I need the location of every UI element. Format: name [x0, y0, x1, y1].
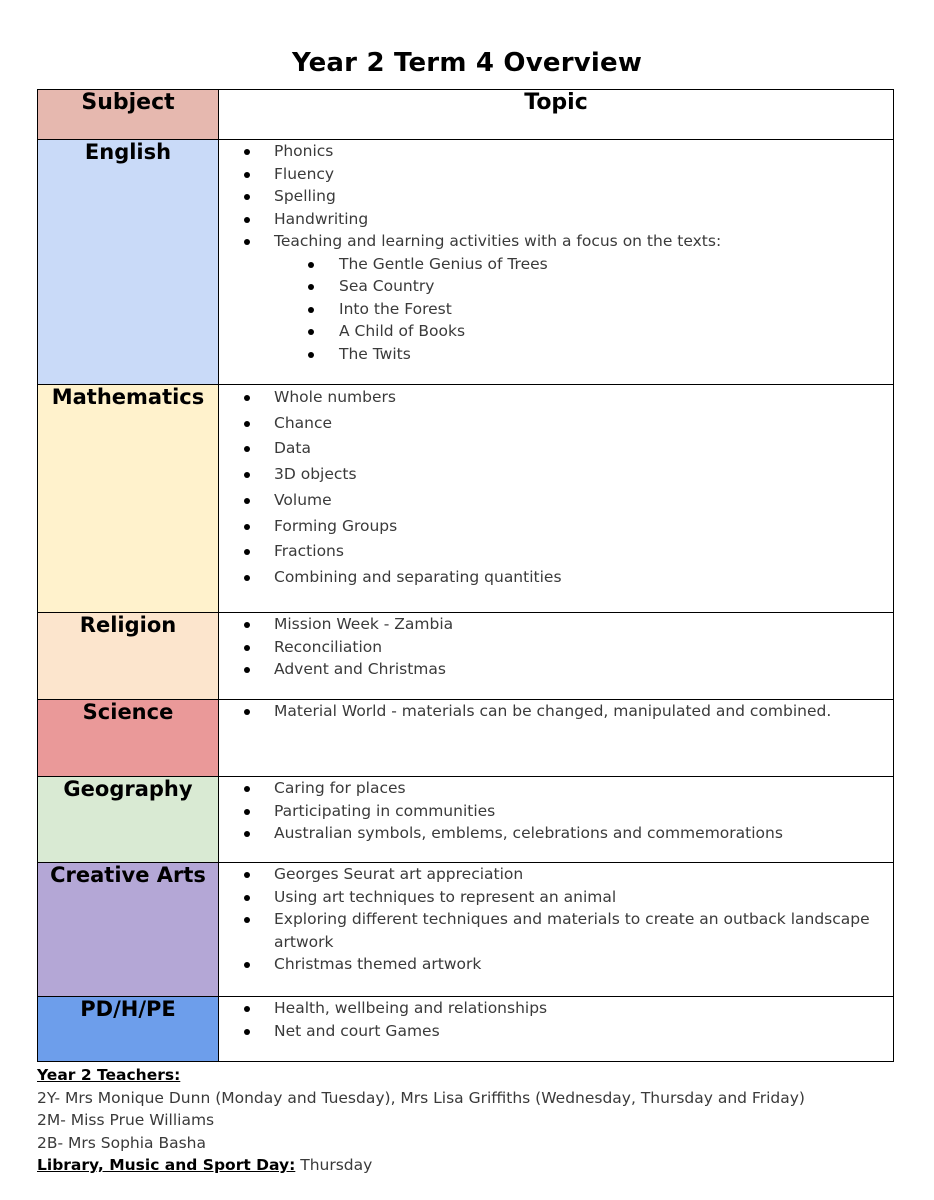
- list-item: Teaching and learning activities with a focus on the texts:: [219, 230, 893, 253]
- topic-list: [219, 997, 893, 1042]
- topic-list: [219, 863, 893, 976]
- list-item: Australian symbols, emblems, celebrations and commemorations: [219, 822, 893, 845]
- list-item: Into the Forest: [219, 298, 893, 321]
- list-item: Fluency: [219, 163, 893, 186]
- row-english: [38, 140, 894, 385]
- subject-cell: PD/H/PE: [38, 997, 219, 1062]
- header-topic: Topic: [219, 90, 894, 140]
- row-pdhpe: [38, 997, 894, 1062]
- list-item: Christmas themed artwork: [219, 953, 893, 976]
- topic-cell: [219, 863, 894, 997]
- list-item: Net and court Games: [219, 1020, 893, 1043]
- list-item: Advent and Christmas: [219, 658, 893, 681]
- list-item: Combining and separating quantities: [219, 565, 893, 591]
- list-item: Data: [219, 436, 893, 462]
- list-item: Caring for places: [219, 777, 893, 800]
- footer-notes: [37, 1064, 917, 1177]
- list-item: Phonics: [219, 140, 893, 163]
- subject-cell: Mathematics: [38, 385, 219, 613]
- topic-cell: [219, 997, 894, 1062]
- topic-cell: [219, 613, 894, 700]
- list-item: Using art techniques to represent an animal: [219, 886, 893, 909]
- row-geography: [38, 777, 894, 863]
- list-item: 3D objects: [219, 462, 893, 488]
- topic-list: [219, 613, 893, 681]
- topic-cell: [219, 140, 894, 385]
- row-creative-arts: [38, 863, 894, 997]
- day-label: Library, Music and Sport Day:: [37, 1156, 296, 1174]
- list-item: Material World - materials can be changed, manipulated and combined.: [219, 700, 833, 723]
- subject-cell: Science: [38, 700, 219, 777]
- header-subject: Subject: [38, 90, 219, 140]
- subject-cell: English: [38, 140, 219, 385]
- list-item: Spelling: [219, 185, 893, 208]
- teacher-line: 2B- Mrs Sophia Basha: [37, 1133, 207, 1152]
- list-item: Whole numbers: [219, 385, 893, 411]
- topic-list: [219, 140, 893, 253]
- topic-list: [219, 700, 893, 723]
- day-line: [37, 1154, 917, 1177]
- teachers-label: Year 2 Teachers:: [37, 1066, 181, 1084]
- table-header-row: [38, 90, 894, 140]
- text-sublist: [219, 253, 893, 366]
- list-item: Reconciliation: [219, 636, 893, 659]
- list-item: The Twits: [219, 343, 893, 366]
- teacher-line: 2Y- Mrs Monique Dunn (Monday and Tuesday), Mrs Lisa Griffiths (Wednesday, Thursday and Friday): [37, 1088, 805, 1107]
- row-religion: [38, 613, 894, 700]
- topic-list: [219, 385, 893, 591]
- topic-cell: [219, 777, 894, 863]
- subject-cell: Geography: [38, 777, 219, 863]
- overview-table: [37, 89, 894, 1062]
- subject-cell: Creative Arts: [38, 863, 219, 997]
- list-item: Participating in communities: [219, 800, 893, 823]
- teacher-line: 2M- Miss Prue Williams: [37, 1111, 215, 1129]
- list-item: Forming Groups: [219, 514, 893, 540]
- topic-cell: [219, 385, 894, 613]
- list-item: The Gentle Genius of Trees: [219, 253, 893, 276]
- list-item: Chance: [219, 411, 893, 437]
- list-item: Exploring different techniques and materials to create an outback landscape artwork: [219, 908, 893, 953]
- list-item: Georges Seurat art appreciation: [219, 863, 893, 886]
- list-item: Volume: [219, 488, 893, 514]
- day-value: Thursday: [300, 1156, 373, 1174]
- row-mathematics: [38, 385, 894, 613]
- list-item: Mission Week - Zambia: [219, 613, 893, 636]
- topic-cell: [219, 700, 894, 777]
- subject-cell: Religion: [38, 613, 219, 700]
- page-title: Year 2 Term 4 Overview: [291, 48, 643, 78]
- list-item: Sea Country: [219, 275, 893, 298]
- list-item: Fractions: [219, 539, 893, 565]
- row-science: [38, 700, 894, 777]
- topic-list: [219, 777, 893, 845]
- list-item: Health, wellbeing and relationships: [219, 997, 893, 1020]
- list-item: A Child of Books: [219, 320, 893, 343]
- list-item: Handwriting: [219, 208, 893, 231]
